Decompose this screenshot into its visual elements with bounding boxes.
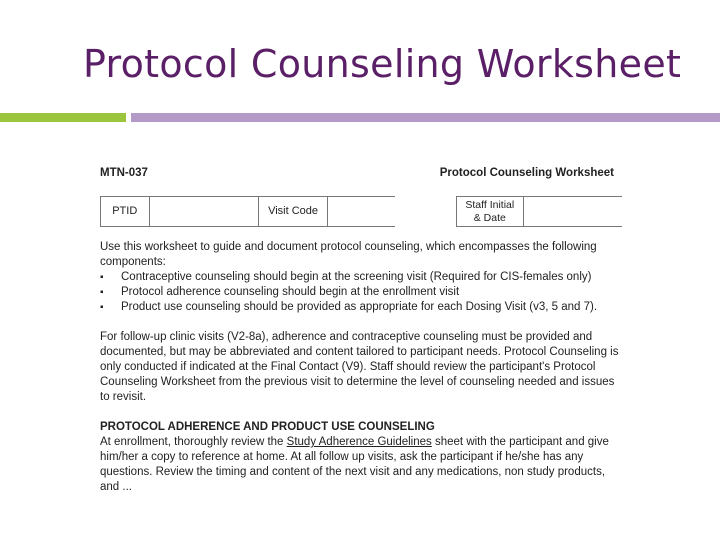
components-list <box>100 270 622 315</box>
list-item: ▪ Product use counseling should be provided as appropriate for each Dosing Visit (v3, 5 and 7). <box>100 300 622 315</box>
accent-bar-purple <box>131 113 720 122</box>
intro-text: Use this worksheet to guide and document protocol counseling, which encompasses the following components: <box>100 241 597 268</box>
section-paragraph <box>100 435 622 494</box>
ptid-label: PTID <box>101 197 150 226</box>
visit-code-label: Visit Code <box>259 197 327 226</box>
ptid-field[interactable] <box>150 197 260 226</box>
ptid-visit-table <box>100 196 395 227</box>
slide-title: Protocol Counseling Worksheet <box>83 42 682 86</box>
section-heading: PROTOCOL ADHERENCE AND PRODUCT USE COUNSELING <box>100 421 435 433</box>
followup-paragraph: For follow-up clinic visits (V2-8a), adherence and contraceptive counseling must be provided and documented, but may be abbreviated and content tailored to participant needs. Protocol Counseling is only conducted if indicated at the Final Contact (V9). Staff should review the participant's Protocol Counseling Worksheet from the previous visit to determine the level of counseling needed and issues to revisit. <box>100 331 619 403</box>
worksheet-heading: Protocol Counseling Worksheet <box>439 167 614 179</box>
protocol-number: MTN-037 <box>100 167 148 179</box>
staff-initial-label <box>457 197 524 226</box>
list-item: ▪ Protocol adherence counseling should begin at the enrollment visit <box>100 285 622 300</box>
worksheet-body <box>100 240 622 494</box>
staff-initial-label-line1: Staff Initial <box>465 198 515 211</box>
section-text-2: sheet with the participant and give him/her a copy to reference at home. At all follow up visits, ask the participant if he/she has any questions. Review the timing and content of the next visit and any medications, non study products, and ... <box>100 436 609 493</box>
accent-bar-green <box>0 113 126 122</box>
worksheet-document <box>100 164 622 494</box>
study-adherence-guidelines-link: Study Adherence Guidelines <box>286 436 432 448</box>
staff-initial-label-line2: & Date <box>473 211 506 224</box>
list-item: ▪ Contraceptive counseling should begin at the screening visit (Required for CIS-females only) <box>100 270 622 285</box>
staff-initial-field[interactable] <box>524 197 622 226</box>
visit-code-field[interactable] <box>328 197 395 226</box>
staff-initial-table <box>456 196 622 227</box>
section-text-1: At enrollment, thoroughly review the <box>100 436 287 448</box>
